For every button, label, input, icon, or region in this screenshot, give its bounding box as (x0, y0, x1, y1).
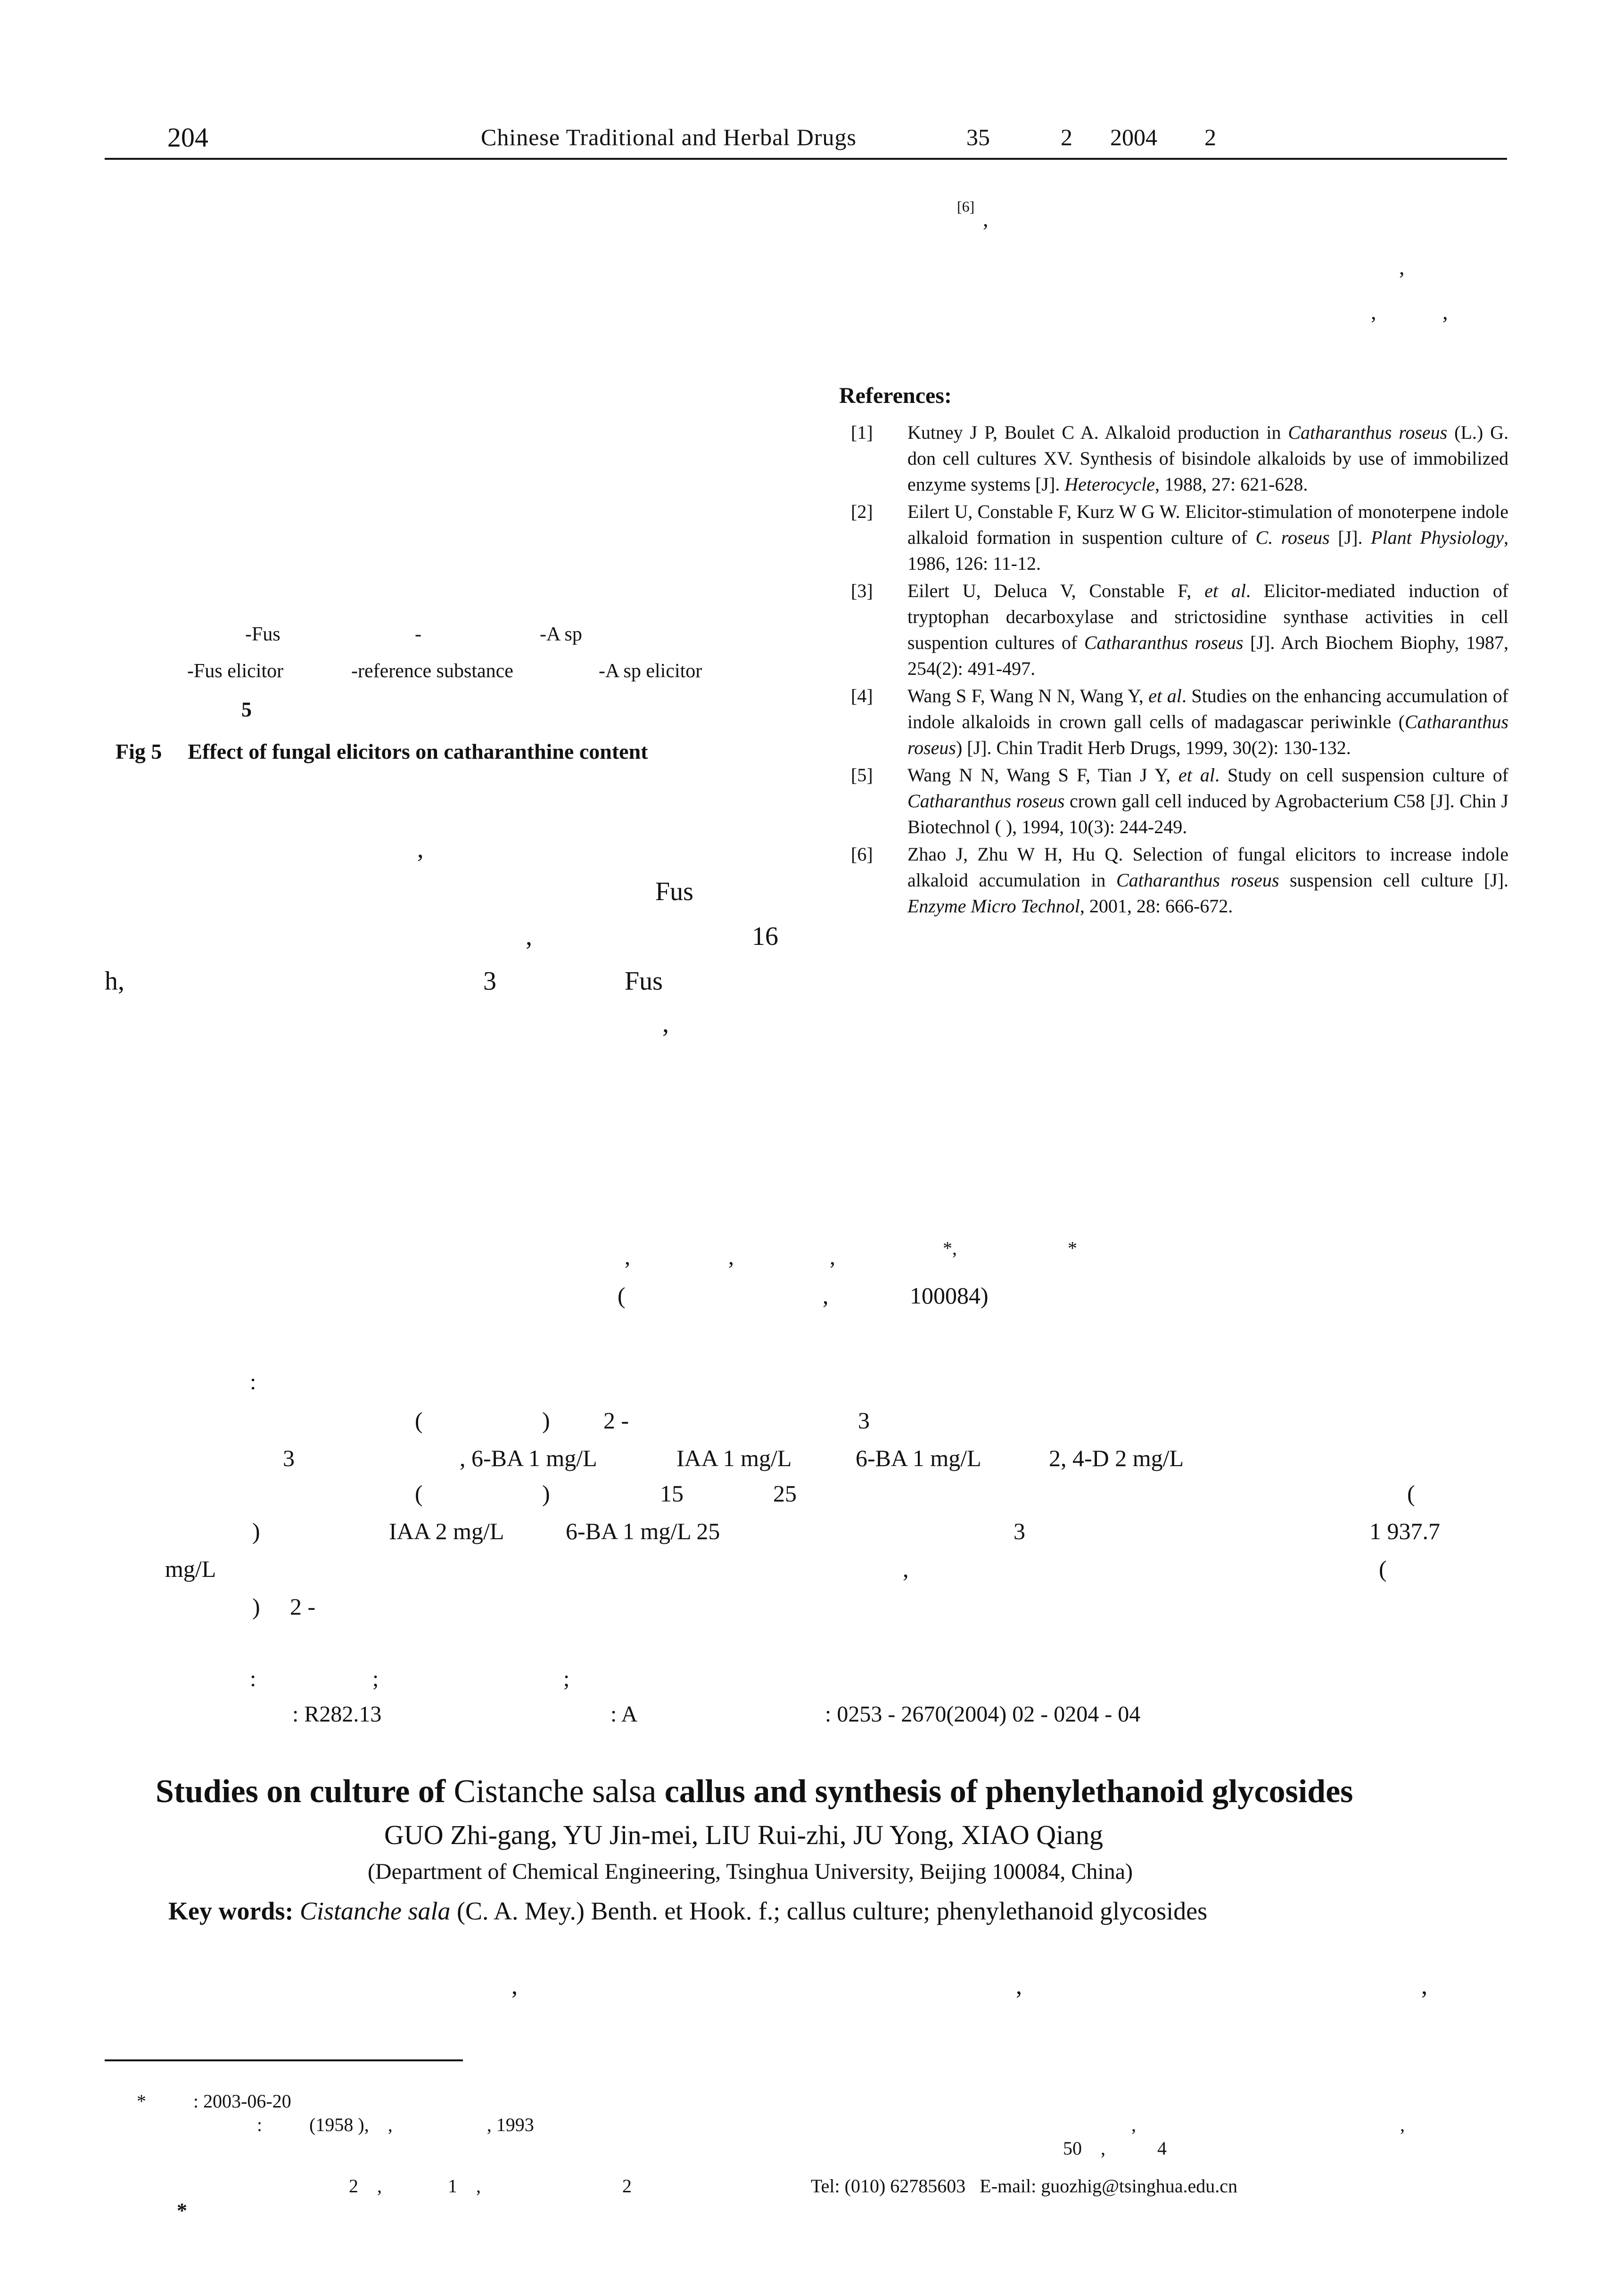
classification-number: : R282.13 (292, 1702, 382, 1727)
abstract-fragment: ) (542, 1407, 550, 1434)
affiliation-fragment: 100084) (910, 1282, 989, 1309)
abstract-fragment: 6-BA 1 mg/L (856, 1445, 981, 1471)
abstract-fragment: ( (1407, 1480, 1415, 1507)
text-fragment: , (526, 922, 532, 951)
abstract-fragment: 2, 4-D 2 mg/L (1049, 1445, 1184, 1471)
figure-number: 5 (241, 698, 252, 721)
abstract-fragment: IAA 2 mg/L (389, 1518, 504, 1544)
keywords-cn-fragment: ; (563, 1666, 570, 1691)
affiliation-fragment: ( (618, 1282, 626, 1309)
abstract-fragment: 1 937.7 (1369, 1518, 1440, 1544)
reference-list (851, 419, 1508, 920)
comma: , (983, 207, 989, 231)
reference-item: [1] Kutney J P, Boulet C A. Alkaloid production in Catharanthus roseus (L.) G. don cell cultures XV. Synthesis of bisindole alkaloids by use of immobilized enzyme systems [J]. Heterocycle, 1988, 27: 621-628. (851, 419, 1508, 497)
figure-label: Fig 5 (115, 739, 162, 763)
comma: , (1371, 300, 1376, 324)
author-separator: , (625, 1245, 630, 1270)
abstract-fragment: IAA 1 mg/L (676, 1445, 792, 1471)
abstract-fragment: 2 - (603, 1407, 629, 1434)
reference-item: [4] Wang S F, Wang N N, Wang Y, et al. Studies on the enhancing accumulation of indole alkaloids in crown gall cells of madagascar periwinkle (Catharanthus roseus) [J]. Chin Tradit Herb Drugs, 1999, 30(2): 130-132. (851, 683, 1508, 761)
citation-ref: [6] (957, 198, 975, 215)
references-heading: References: (839, 383, 952, 408)
text-fragment: , (662, 1009, 669, 1038)
abstract-fragment: 3 (283, 1445, 295, 1471)
figure-caption-text: Effect of fungal elicitors on catharanthine content (188, 739, 648, 763)
footnote-star: * (177, 2199, 187, 2222)
reference-number: [6] (851, 844, 873, 865)
abstract-fragment: 25 (773, 1480, 797, 1507)
comma: , (1442, 300, 1448, 324)
legend-entry: -Fus (245, 623, 280, 645)
reference-number: [3] (851, 580, 873, 601)
reference-item: [3] Eilert U, Deluca V, Constable F, et al. Elicitor-mediated induction of tryptophan decarboxylase and strictosidine synthase activities in cell suspention cultures of Catharanthus roseus [J]. Arch Biochem Biophy, 1987, 254(2): 491-497. (851, 578, 1508, 681)
author-mark: * (1068, 1238, 1077, 1259)
journal-year: 2004 (1110, 124, 1157, 150)
text-fragment: , (417, 835, 424, 863)
author-separator: , (830, 1245, 835, 1270)
abstract-fragment: , 6-BA 1 mg/L (460, 1445, 597, 1471)
legend-entry: -A sp (540, 623, 582, 645)
footnote-bio: : (1958 ), , , 1993 (257, 2114, 534, 2135)
reference-item: [6] Zhao J, Zhu W H, Hu Q. Selection of fungal elicitors to increase indole alkaloid accumulation in Catharanthus roseus suspension cell culture [J]. Enzyme Micro Technol, 2001, 28: 666-672. (851, 841, 1508, 919)
abstract-fragment: ) (252, 1593, 260, 1620)
text-fragment: , (1421, 1973, 1427, 2000)
footnote-bio-tail: , , (1131, 2114, 1405, 2135)
abstract-fragment: 2 - (290, 1593, 316, 1620)
reference-item: [2] Eilert U, Constable F, Kurz W G W. Elicitor-stimulation of monoterpene indole alkaloid formation in suspention culture of C. roseus [J]. Plant Physiology, 1986, 126: 11-12. (851, 499, 1508, 576)
journal-month: 2 (1204, 124, 1216, 150)
keywords-label: Key words (168, 1897, 285, 1925)
abstract-fragment: ) (542, 1480, 550, 1507)
keywords-en: Key words: Cistanche sala (C. A. Mey.) Benth. et Hook. f.; callus culture; phenylethanoid glycosides (168, 1897, 1208, 1925)
reference-number: [5] (851, 764, 873, 786)
authors-en: GUO Zhi-gang, YU Jin-mei, LIU Rui-zhi, JU Yong, XIAO Qiang (384, 1820, 1104, 1850)
abstract-fragment: 3 (858, 1407, 870, 1434)
abstract-fragment: , (903, 1556, 909, 1582)
reference-number: [4] (851, 685, 873, 706)
reference-number: [2] (851, 501, 873, 522)
text-fragment: 3 (483, 967, 496, 996)
text-fragment: , (1016, 1973, 1022, 2000)
text-fragment: Fus (625, 967, 663, 996)
abstract-fragment: 6-BA 1 mg/L 25 (566, 1518, 720, 1544)
footnote-rule (105, 2059, 463, 2061)
author-separator: , (728, 1245, 734, 1270)
legend-entry: -A sp elicitor (599, 660, 702, 682)
abstract-fragment: mg/L (165, 1556, 216, 1582)
journal-name: Chinese Traditional and Herbal Drugs (481, 124, 857, 150)
abstract-fragment: ( (1379, 1556, 1387, 1582)
journal-issue: 2 (1061, 124, 1072, 150)
legend-entry: -Fus elicitor (187, 660, 284, 682)
reference-item: [5] Wang N N, Wang S F, Tian J Y, et al. Study on cell suspension culture of Catharanthus roseus crown gall cell induced by Agrobacterium C58 [J]. Chin J Biotechnol ( ), 1994, 10(3): 244-249. (851, 762, 1508, 840)
abstract-fragment: ) (252, 1518, 260, 1544)
text-fragment: h, (105, 967, 124, 996)
document-code: : A (610, 1702, 638, 1727)
keywords-cn-fragment: : (250, 1666, 256, 1691)
text-fragment: , (511, 1973, 518, 2000)
footnote-received: * : 2003-06-20 (137, 2091, 291, 2112)
abstract-fragment: 15 (660, 1480, 684, 1507)
text-fragment: Fus (655, 877, 693, 906)
abstract-fragment: ( (415, 1407, 423, 1434)
figure-caption (115, 739, 648, 764)
reference-number: [1] (851, 422, 873, 443)
affiliation-en: (Department of Chemical Engineering, Tsinghua University, Beijing 100084, China) (368, 1859, 1133, 1884)
author-separator: *, (943, 1238, 957, 1259)
abstract-fragment: 3 (1014, 1518, 1025, 1544)
article-id: : 0253 - 2670(2004) 02 - 0204 - 04 (825, 1702, 1141, 1727)
keyword-species: Cistanche sala (299, 1897, 451, 1925)
footnote-contact: 2 , 1 , 2 (349, 2175, 632, 2197)
article-title-en: Studies on culture of Cistanche salsa callus and synthesis of phenylethanoid glycosides (156, 1773, 1353, 1810)
footnote-contact-tel: Tel: (010) 62785603 E-mail: guozhig@tsinghua.edu.cn (811, 2175, 1237, 2197)
legend-entry: - (415, 623, 421, 645)
legend-entry: -reference substance (351, 660, 513, 682)
affiliation-fragment: , (823, 1282, 829, 1309)
journal-volume: 35 (966, 124, 990, 150)
title-species: Cistanche salsa (453, 1773, 657, 1810)
text-fragment: 16 (752, 922, 778, 951)
footnote-bio-numbers: 50 , 4 (1063, 2138, 1167, 2159)
page-number: 204 (167, 122, 208, 153)
comma: , (1399, 255, 1405, 279)
abstract-fragment: ( (415, 1480, 423, 1507)
abstract-label: : (250, 1369, 256, 1394)
keywords-cn-fragment: ; (372, 1666, 379, 1691)
header-rule (105, 158, 1507, 160)
